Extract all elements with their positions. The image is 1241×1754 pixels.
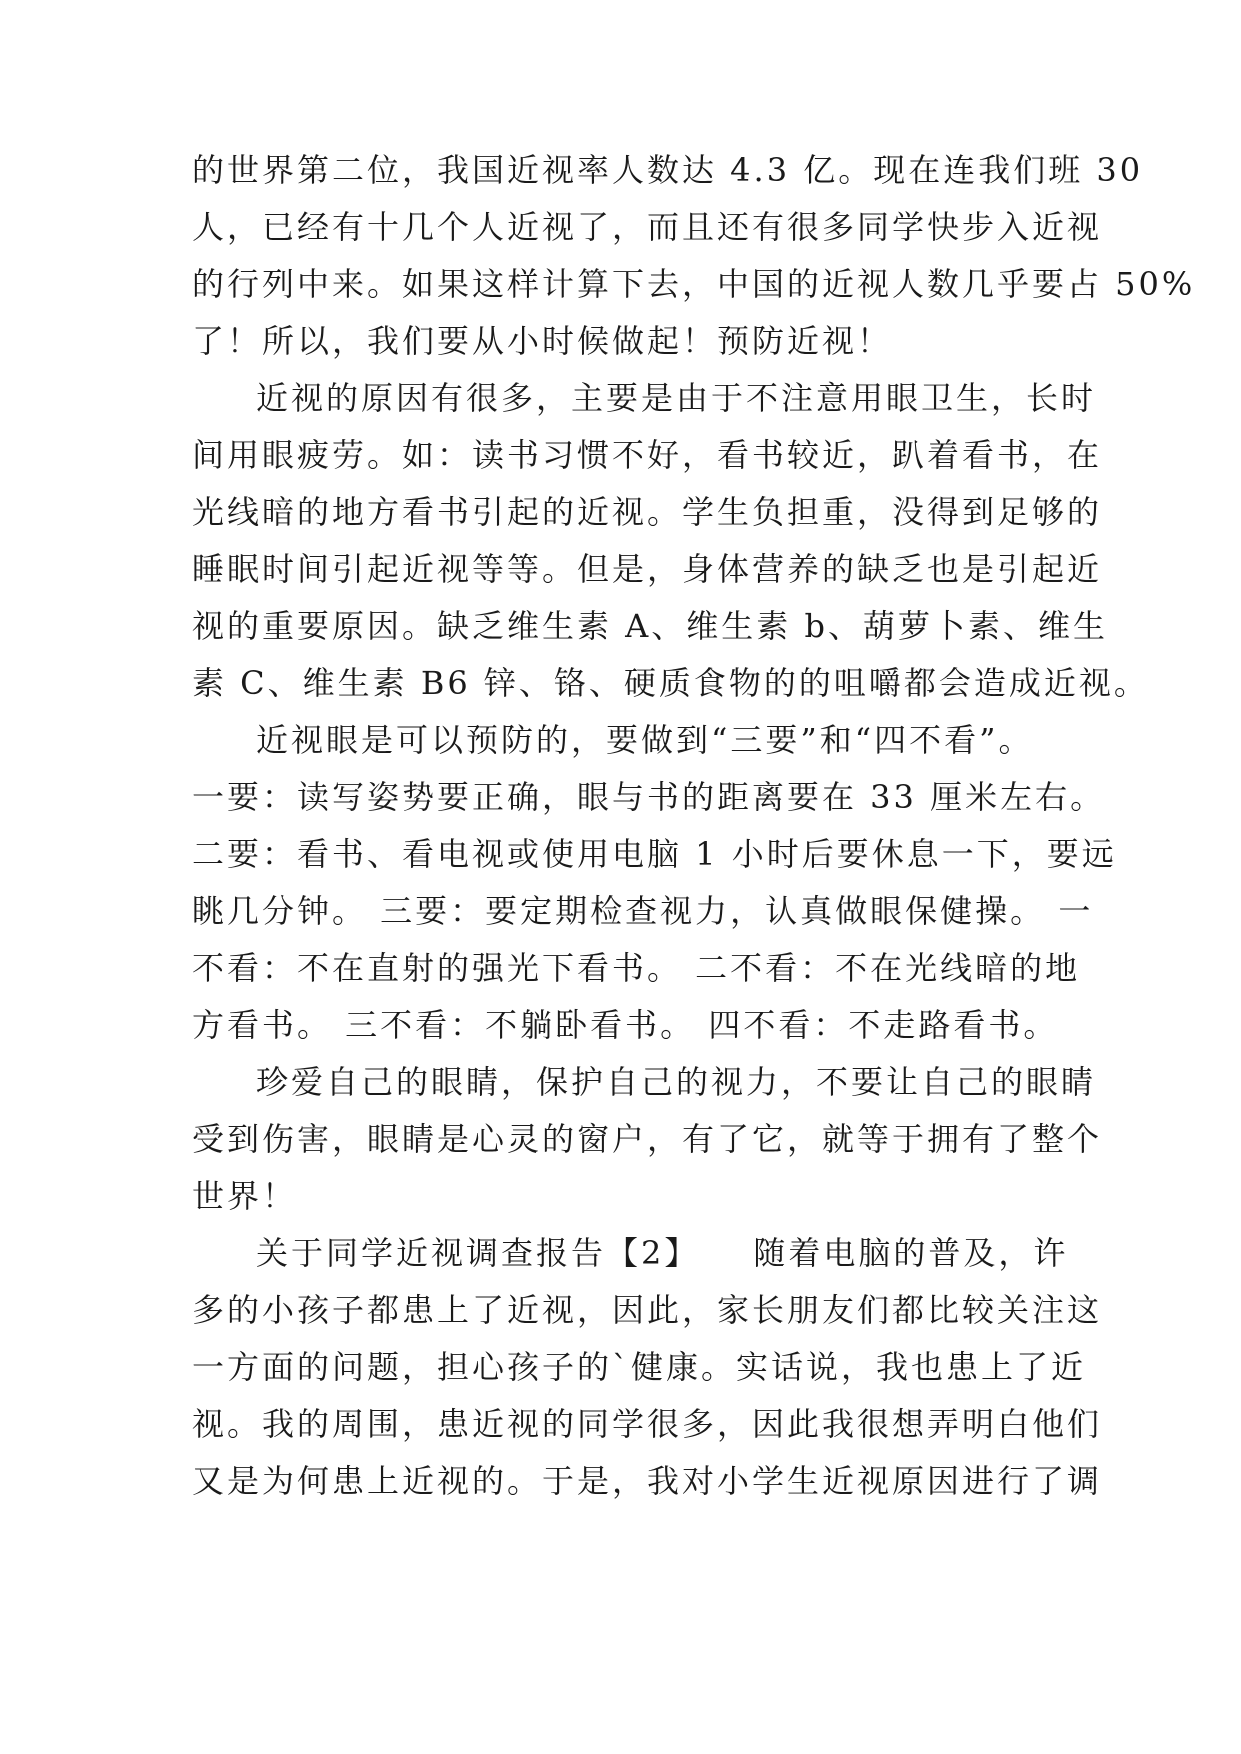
text-line: 多的小孩子都患上了近视，因此，家长朋友们都比较关注这 <box>192 1291 1103 1329</box>
text-line: 一要：读写姿势要正确，眼与书的距离要在 33 厘米左右。 <box>192 778 1106 816</box>
text-line: 视。我的周围，患近视的同学很多，因此我很想弄明白他们 <box>192 1405 1103 1443</box>
text-line: 人，已经有十几个人近视了，而且还有很多同学快步入近视 <box>192 208 1103 246</box>
text-line: 光线暗的地方看书引起的近视。学生负担重，没得到足够的 <box>192 493 1103 531</box>
section-heading-line: 关于同学近视调查报告【2】 随着电脑的普及，许 <box>256 1234 1069 1272</box>
text-line: 不看：不在直射的强光下看书。 二不看：不在光线暗的地 <box>192 949 1081 987</box>
text-line: 了！所以，我们要从小时候做起！预防近视！ <box>192 322 893 360</box>
text-line: 眺几分钟。 三要：要定期检查视力，认真做眼保健操。 一 <box>192 892 1094 930</box>
text-line: 二要：看书、看电视或使用电脑 1 小时后要休息一下，要远 <box>192 835 1117 873</box>
text-line: 间用眼疲劳。如：读书习惯不好，看书较近，趴着看书，在 <box>192 436 1103 474</box>
paragraph-start-line: 近视眼是可以预防的，要做到“三要”和“四不看”。 <box>256 721 1034 759</box>
text-line: 视的重要原因。缺乏维生素 A、维生素 b、葫萝卜素、维生 <box>192 607 1108 645</box>
text-line: 世界！ <box>192 1177 298 1215</box>
text-line: 方看书。 三不看：不躺卧看书。 四不看：不走路看书。 <box>192 1006 1059 1044</box>
text-line: 一方面的问题，担心孩子的`健康。实话说，我也患上了近 <box>192 1348 1087 1386</box>
text-line: 的世界第二位，我国近视率人数达 4.3 亿。现在连我们班 30 <box>192 151 1144 189</box>
paragraph-start-line: 近视的原因有很多，主要是由于不注意用眼卫生，长时 <box>256 379 1097 417</box>
text-line: 睡眠时间引起近视等等。但是，身体营养的缺乏也是引起近 <box>192 550 1103 588</box>
text-line: 受到伤害，眼睛是心灵的窗户，有了它，就等于拥有了整个 <box>192 1120 1103 1158</box>
paragraph-start-line: 珍爱自己的眼睛，保护自己的视力，不要让自己的眼睛 <box>256 1063 1097 1101</box>
text-line: 的行列中来。如果这样计算下去，中国的近视人数几乎要占 50% <box>192 265 1196 303</box>
text-line: 素 C、维生素 B6 锌、铬、硬质食物的的咀嚼都会造成近视。 <box>192 664 1149 702</box>
text-line: 又是为何患上近视的。于是，我对小学生近视原因进行了调 <box>192 1462 1103 1500</box>
